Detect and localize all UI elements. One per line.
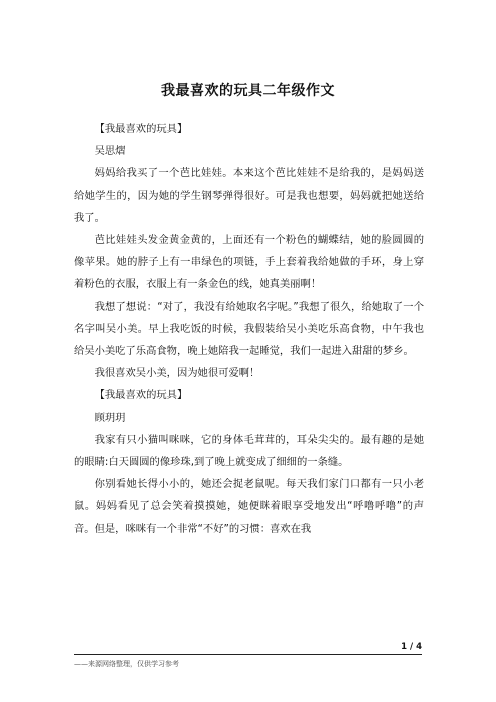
body-paragraph: 妈妈给我买了一个芭比娃娃。本来这个芭比娃娃不是给我的，是妈妈送给她学生的，因为她的学生钢琴弹得很好。可是我也想要，妈妈就把她送给我了。: [74, 167, 424, 224]
section-heading: 【我最喜欢的玩具】: [94, 123, 188, 135]
body-paragraph: 我家有只小猫叫咪咪，它的身体毛茸茸的，耳朵尖尖的。最有趣的是她的眼睛:白天圆圆的像珍珠,到了晚上就变成了细细的一条缝。: [74, 433, 424, 469]
page-number: 1 / 4: [401, 642, 422, 652]
section-heading: 【我最喜欢的玩具】: [94, 389, 188, 402]
body-paragraph: 芭比娃娃头发金黄金黄的，上面还有一个粉色的蝴蝶结，她的脸圆圆的像苹果。她的脖子上有一串绿色的项链，手上套着我给她做的手环，身上穿着粉色的衣服，衣服上有一条金色的线，她真美丽啊！: [74, 234, 424, 291]
footer-divider: [74, 654, 422, 655]
body-paragraph: 我很喜欢吴小美，因为她很可爱啊！: [94, 367, 260, 380]
document-body: [74, 118, 424, 540]
author-name: 顾玥玥: [94, 411, 126, 424]
body-paragraph: 你别看她长得小小的，她还会捉老鼠呢。每天我们家门口都有一只小老鼠。妈妈看见了总会笑着摸摸她，她便眯着眼享受地发出“呼噜呼噜”的声音。但是，咪咪有一个非常“不好”的习惯：喜欢在我: [74, 478, 424, 535]
document-title: 我最喜欢的玩具二年级作文: [161, 83, 335, 99]
author-name: 吴思熠: [94, 145, 126, 158]
footer-note: ——来源网络整理，仅供学习参考: [74, 660, 179, 668]
body-paragraph: 我想了想说：“对了，我没有给她取名字呢。”我想了很久，给她取了一个名字叫吴小美。早上我吃饭的时候，我假装给吴小美吃乐高食物，中午我也给吴小美吃了乐高食物，晚上她陪我一起睡觉，我们一起进入甜甜的梦乡。: [74, 300, 424, 358]
